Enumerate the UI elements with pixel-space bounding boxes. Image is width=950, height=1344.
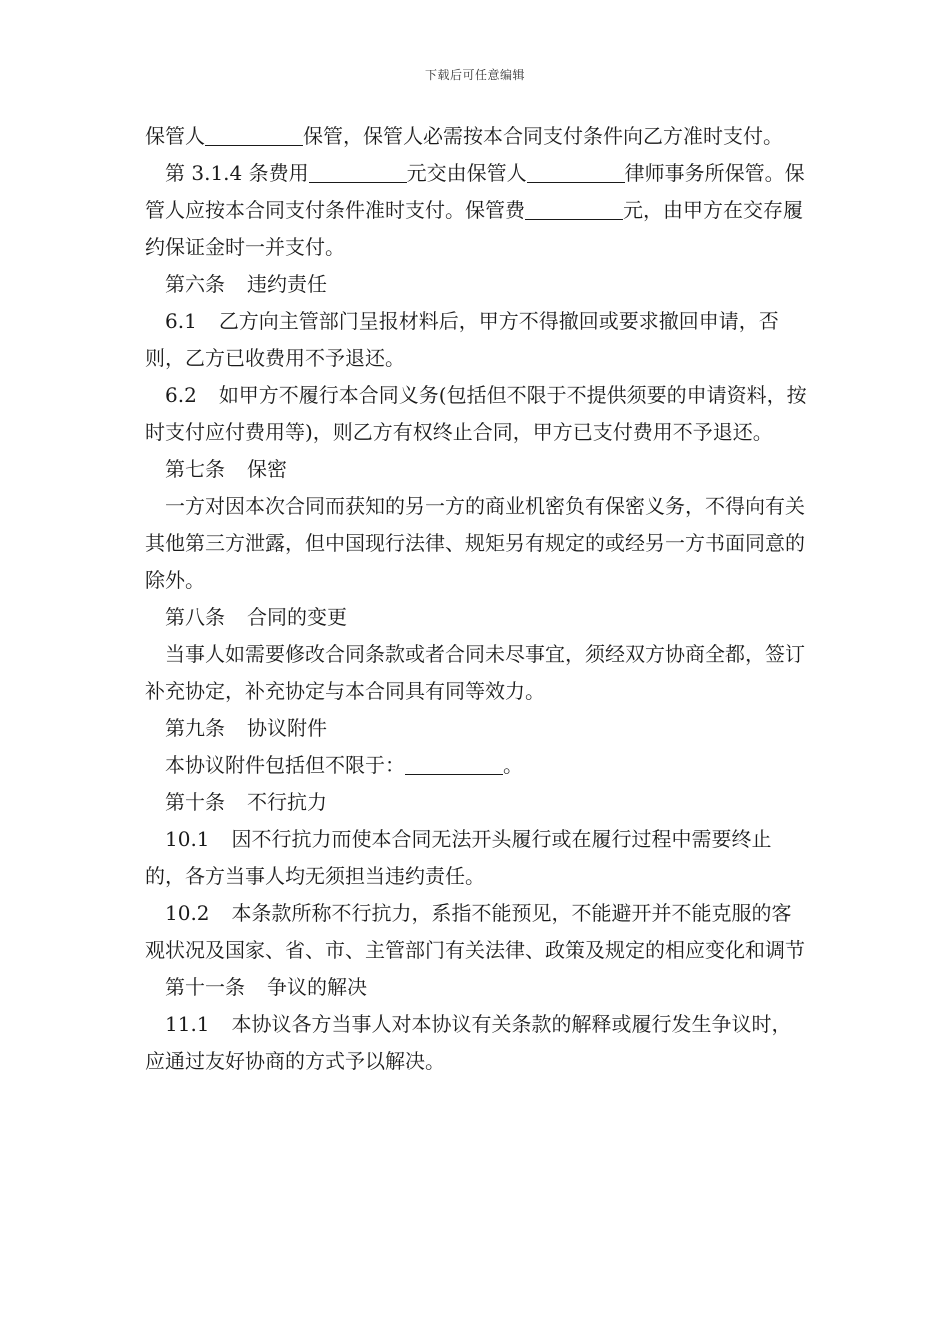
section-heading-8: 第八条 合同的变更: [165, 605, 347, 629]
blank-field: [205, 123, 303, 146]
clause-7: 一方对因本次合同而获知的另一方的商业机密负有保密义务，不得向有关其他第三方泄露，但中国现行法律、规矩另有规定的或经另一方书面同意的除外。: [145, 494, 805, 592]
section-heading-11: 第十一条 争议的解决: [165, 975, 367, 999]
clause-8: 当事人如需要修改合同条款或者合同未尽事宜，须经双方协商全都，签订补充协定，补充协定与本合同具有同等效力。: [145, 642, 805, 703]
clause-10-2: 10.2 本条款所称不行抗力，系指不能预见，不能避开并不能克服的客观状况及国家、省、市、主管部门有关法律、政策及规定的相应变化和调节: [145, 901, 805, 962]
section-heading-6: 第六条 违约责任: [165, 272, 327, 296]
section-heading-10: 第十条 不行抗力: [165, 790, 327, 814]
clause-6-2: 6.2 如甲方不履行本合同义务(包括但不限于不提供须要的申请资料，按时支付应付费用等)，则乙方有权终止合同，甲方已支付费用不予退还。: [145, 383, 807, 444]
clause-6-1: 6.1 乙方向主管部门呈报材料后，甲方不得撤回或要求撤回申请，否则，乙方已收费用不予退还。: [145, 309, 779, 370]
clause-9: 本协议附件包括但不限于： 。: [165, 753, 523, 777]
blank-field: [525, 197, 623, 220]
blank-field: [405, 752, 503, 775]
paragraph-custodian: 保管人 保管，保管人必需按本合同支付条件向乙方准时支付。: [145, 124, 783, 148]
document-body: [145, 118, 810, 1080]
clause-10-1: 10.1 因不行抗力而使本合同无法开头履行或在履行过程中需要终止的，各方当事人均无须担当违约责任。: [145, 827, 772, 888]
section-heading-7: 第七条 保密: [165, 457, 287, 481]
clause-11-1: 11.1 本协议各方当事人对本协议有关条款的解释或履行发生争议时，应通过友好协商的方式予以解决。: [145, 1012, 792, 1073]
section-heading-9: 第九条 协议附件: [165, 716, 327, 740]
blank-field: [309, 160, 407, 183]
blank-field: [527, 160, 625, 183]
paragraph-fee-3-1-4: 第 3.1.4 条费用 元交由保管人 律师事务所保管。保管人应按本合同支付条件准时支付。保管费 元，由甲方在交存履约保证金时一并支付。: [145, 161, 805, 259]
page-header: 下载后可任意编辑: [424, 68, 525, 82]
